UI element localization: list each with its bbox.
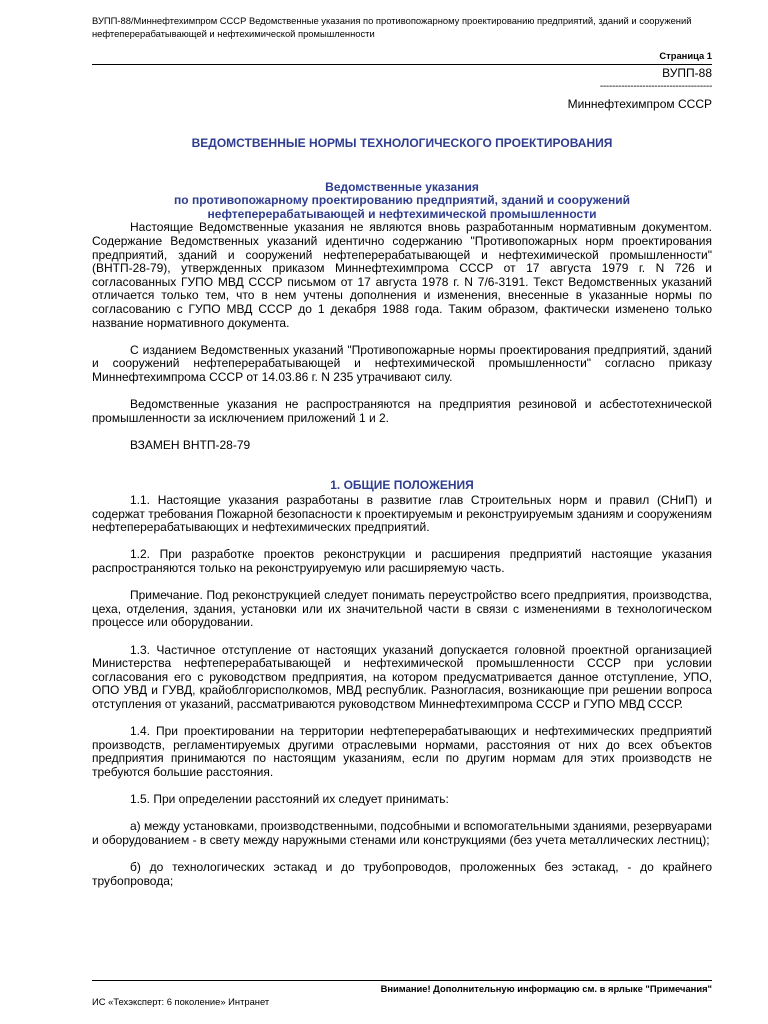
document-code: ВУПП-88 <box>662 66 712 80</box>
replaces-note: ВЗАМЕН ВНТП-28-79 <box>130 437 251 452</box>
paragraph-a: а) между установками, производственными, подсобными и вспомогательными зданиями, резервуарами и оборудованием - в свету между наружными стенами или конструкциями (без учета металлических лестниц); <box>92 819 712 847</box>
intro-paragraph-1: Настоящие Ведомственные указания не являются вновь разработанным нормативным документом. Содержание Ведомственных указаний идентично содержанию "Противопожарных норм проектирования предприятий, зданий и сооружений нефтеперерабатывающей и нефтехимической промышленности" (ВНТП-28-79), утвержденных приказом Миннефтехимпрома СССР от 17 августа 1979 г. N 726 и согласованных ГУПО МВД СССР письмом от 17 августа 1978 г. N 7/6-3191. Текст Ведомственных указаний отличается только тем, что в нем учтены дополнения и изменения, внесенные в указанные нормы по согласованию с ГУПО МВД СССР до 1 декабря 1988 года. Таким образом, фактически изменено только название нормативного документа. <box>92 220 712 330</box>
subtitle-line-1: Ведомственные указания <box>325 179 479 194</box>
header-title: ВУПП-88/Миннефтехимпром СССР Ведомственные указания по противопожарному проектированию предприятий, зданий и сооружений нефтеперерабатывающей и нефтехимической промышленности <box>92 15 692 39</box>
paragraph-b: б) до технологических эстакад и до трубопроводов, проложенных без эстакад, - до крайнего трубопровода; <box>92 860 712 888</box>
paragraph-1-4: 1.4. При проектировании на территории нефтеперерабатывающих и нефтехимических предприятий производств, регламентируемых другими отраслевыми нормами, расстояния от них до всех объектов предприятия принимаются по настоящим указаниям, если по другим нормам для этих производств не требуются большие расстояния. <box>92 724 712 779</box>
subtitle-line-3: нефтеперерабатывающей и нефтехимической промышленности <box>207 206 597 221</box>
document-page <box>92 0 712 1024</box>
footer-source: ИС «Техэксперт: 6 поколение» Интранет <box>92 996 270 1007</box>
header-divider <box>92 64 712 65</box>
main-title: ВЕДОМСТВЕННЫЕ НОРМЫ ТЕХНОЛОГИЧЕСКОГО ПРОЕКТИРОВАНИЯ <box>191 136 613 150</box>
section-1-title: 1. ОБЩИЕ ПОЛОЖЕНИЯ <box>330 478 474 493</box>
paragraph-1-2: 1.2. При разработке проектов реконструкции и расширения предприятий настоящие указания распространяются только на реконструируемую или расширяемую часть. <box>92 547 712 576</box>
paragraph-1-3: 1.3. Частичное отступление от настоящих указаний допускается головной проектной организацией Министерства нефтеперерабатывающей и нефтехимической промышленности СССР при условии согласования его с руководством предприятия, на котором предусматривается данное отступление, УПО, ОПО УВД и ГУВД, крайоблгорисполкомов, МВД республик. Разногласия, возникающие при решении вопроса отступления от указаний, рассматриваются руководством Миннефтехимпрома СССР и ГУПО МВД СССР. <box>92 642 712 711</box>
subtitle-line-2: по противопожарному проектированию предприятий, зданий и сооружений <box>174 193 630 208</box>
footer-note: Внимание! Дополнительную информацию см. в ярлыке "Примечания" <box>380 983 712 994</box>
document-separator: ------------------------------------- <box>599 81 712 92</box>
paragraph-1-1: 1.1. Настоящие указания разработаны в развитие глав Строительных норм и правил (СНиП) и содержат требования Пожарной безопасности к проектируемым и реконструируемым зданиям и сооружениям нефтеперерабатывающих и нефтехимических предприятий. <box>92 493 712 535</box>
intro-paragraph-2: С изданием Ведомственных указаний "Противопожарные нормы проектирования предприятий, зданий и сооружений нефтеперерабатывающей и нефтехимической промышленности" согласно приказу Миннефтехимпрома СССР от 14.03.86 г. N 235 утрачивают силу. <box>92 342 712 384</box>
page-number: Страница 1 <box>659 50 712 61</box>
document-organization: Миннефтехимпром СССР <box>567 97 712 111</box>
note-paragraph: Примечание. Под реконструкцией следует понимать переустройство всего предприятия, производства, цеха, отделения, здания, установки или их значительной части в связи с изменениями в технологическом процессе или оборудовании. <box>92 588 712 630</box>
paragraph-1-5: 1.5. При определении расстояний их следует принимать: <box>130 792 449 807</box>
footer-divider <box>92 980 712 981</box>
intro-paragraph-3: Ведомственные указания не распространяются на предприятия резиновой и асбестотехнической промышленности за исключением приложений 1 и 2. <box>92 397 712 425</box>
document-body <box>92 137 712 888</box>
